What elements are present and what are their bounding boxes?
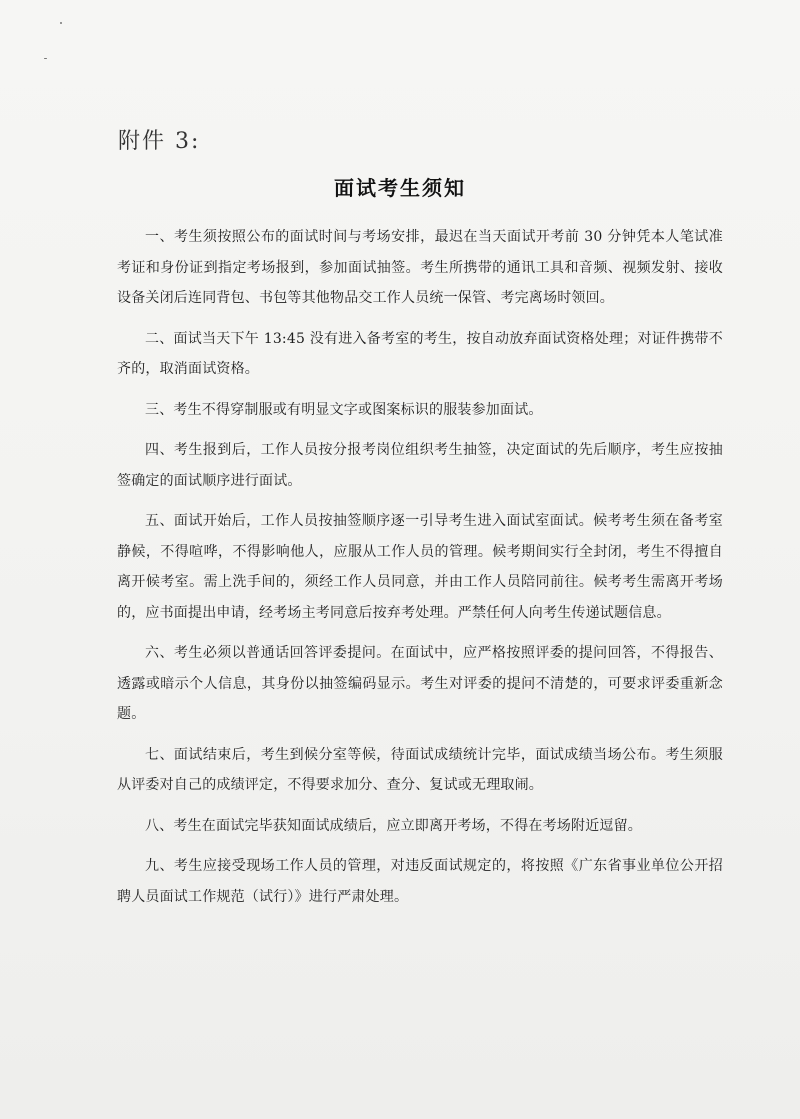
paragraph-4: 四、考生报到后，工作人员按分报考岗位组织考生抽签，决定面试的先后顺序，考生应按抽签确定的面试顺序进行面试。 bbox=[117, 442, 723, 489]
paragraph-8: 八、考生在面试完毕获知面试成绩后，应立即离开考场，不得在考场附近逗留。 bbox=[145, 817, 642, 834]
attachment-label: 附件 3: bbox=[118, 129, 201, 154]
paragraph-3: 三、考生不得穿制服或有明显文字或图案标识的服装参加面试。 bbox=[145, 401, 543, 418]
page-title: 面试考生须知 bbox=[334, 176, 466, 200]
scan-speck bbox=[44, 58, 47, 59]
paragraph-9: 九、考生应接受现场工作人员的管理，对违反面试规定的，将按照《广东省事业单位公开招聘人员面试工作规范（试行）》进行严肃处理。 bbox=[117, 858, 723, 905]
paragraph-1: 一、考生须按照公布的面试时间与考场安排，最迟在当天面试开考前 30 分钟凭本人笔试准考证和身份证到指定考场报到，参加面试抽签。考生所携带的通讯工具和音频、视频发射、接收设备关闭后连同背包、书包等其他物品交工作人员统一保管、考完离场时领回。 bbox=[117, 229, 723, 306]
document-body bbox=[117, 222, 723, 922]
paragraph-6: 六、考生必须以普通话回答评委提问。在面试中，应严格按照评委的提问回答，不得报告、透露或暗示个人信息，其身份以抽签编码显示。考生对评委的提问不清楚的，可要求评委重新念题。 bbox=[117, 645, 723, 722]
paragraph-5: 五、面试开始后，工作人员按抽签顺序逐一引导考生进入面试室面试。候考考生须在备考室静候，不得喧哗，不得影响他人，应服从工作人员的管理。候考期间实行全封闭，考生不得擅自离开候考室。需上洗手间的，须经工作人员同意，并由工作人员陪同前往。候考考生需离开考场的，应书面提出申请，经考场主考同意后按弃考处理。严禁任何人向考生传递试题信息。 bbox=[117, 513, 723, 621]
paragraph-7: 七、面试结束后，考生到候分室等候，待面试成绩统计完毕，面试成绩当场公布。考生须服从评委对自己的成绩评定，不得要求加分、查分、复试或无理取闹。 bbox=[117, 746, 723, 793]
scan-speck bbox=[60, 22, 62, 24]
paragraph-2: 二、面试当天下午 13:45 没有进入备考室的考生，按自动放弃面试资格处理；对证件携带不齐的，取消面试资格。 bbox=[117, 330, 723, 377]
